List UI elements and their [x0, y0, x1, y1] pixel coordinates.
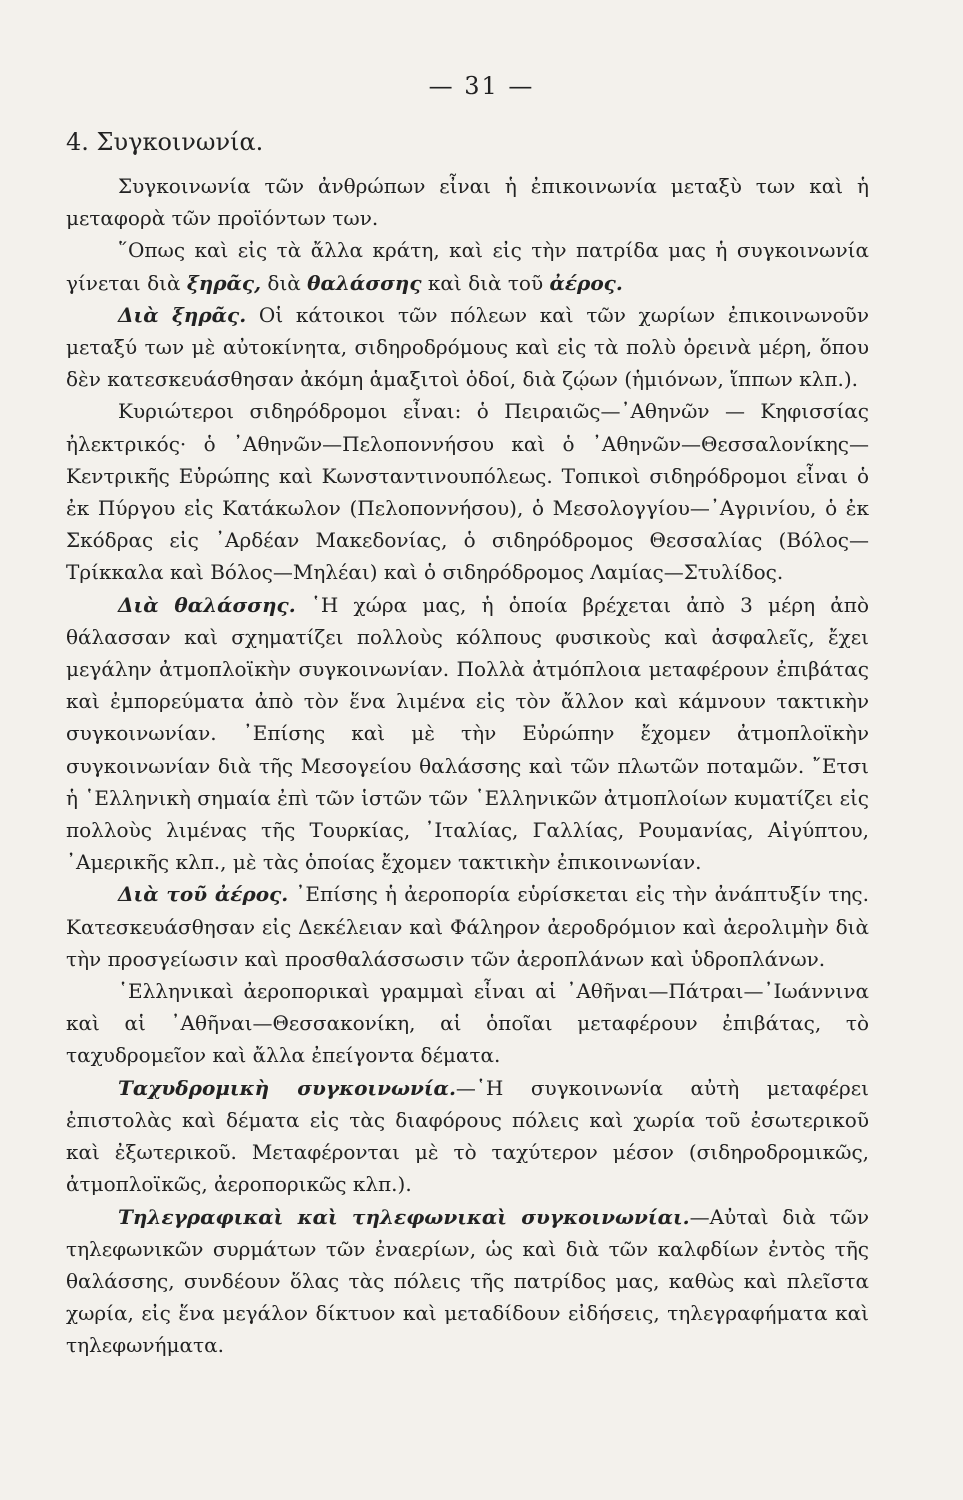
section-heading: [66, 128, 263, 156]
paragraph-lead: Ταχυδρομικὴ συγκοινωνία.: [118, 1075, 456, 1100]
text-segment: Οἱ κάτοικοι τῶν πόλεων καὶ τῶν χωρίων ἐπικοινωνοῦν μεταξύ των μὲ αὐτοκίνητα, σιδηροδρόμους καὶ εἰς τὰ πολὺ ὀρεινὰ μέρη, ὅπου δὲν κατεσκευάσθησαν ἀκόμη ἁμαξιτοὶ ὁδοί, διὰ ζῴων (ἡμιόνων, ἵππων κλπ.).: [66, 302, 869, 392]
text-segment: ῞Οπως καὶ εἰς τὰ ἄλλα κράτη, καὶ εἰς τὴν πατρίδα μας ἡ συγκοινωνία γίνεται διὰ: [66, 238, 869, 295]
text-segment: —Αὐταὶ διὰ τῶν τηλεφωνικῶν συρμάτων τῶν ἐναερίων, ὡς καὶ διὰ τῶν καλφδίων ἐντὸς τῆς θαλάσσης, συνδέουν ὅλας τὰς πόλεις τῆς πατρίδος μας, καθὼς καὶ πλεῖστα χωρία, εἰς ἕνα μεγάλον δίκτυον καὶ μεταδίδουν εἰδήσεις, τηλεγραφήματα καὶ τηλεφωνήματα.: [66, 1204, 869, 1358]
section-number: 4.: [66, 128, 89, 156]
paragraph: [66, 170, 869, 234]
text-segment: διὰ: [261, 270, 308, 295]
paragraph-lead: Διὰ ξηρᾶς.: [118, 302, 247, 327]
text-segment: —῾Η συγκοινωνία αὐτὴ μεταφέρει ἐπιστολὰς καὶ δέματα εἰς τὰς διαφόρους πόλεις καὶ χωρία τοῦ ἐσωτερικοῦ καὶ ἐξωτερικοῦ. Μεταφέρονται μὲ τὸ ταχύτερον μέσον (σιδηροδρομικῶς, ἀτμοπλοϊκῶς, ἀεροπορικῶς κλπ.).: [66, 1075, 869, 1197]
paragraph: [66, 234, 869, 298]
paragraph: [66, 395, 869, 588]
paragraph-lead: Διὰ τοῦ ἀέρος.: [118, 882, 289, 907]
paragraph: [66, 1072, 869, 1201]
paragraph: [66, 589, 869, 879]
paragraph-lead: Διὰ θαλάσσης.: [118, 592, 296, 617]
paragraph: [66, 299, 869, 396]
emphasis-text: θαλάσσης: [307, 270, 422, 295]
text-segment: ῾Η χώρα μας, ἡ ὁποία βρέχεται ἀπὸ 3 μέρη ἀπὸ θάλασσαν καὶ σχηματίζει πολλοὺς κόλπους φυσικοὺς καὶ ἀσφαλεῖς, ἔχει μεγάλην ἀτμοπλοϊκὴν συγκοινωνίαν. Πολλὰ ἀτμόπλοια μεταφέρουν ἐπιβάτας καὶ ἐμπορεύματα ἀπὸ τὸν ἕνα λιμένα εἰς τὸν ἄλλον καὶ κάμνουν τακτικὴν συγκοινωνίαν. ᾿Επίσης καὶ μὲ τὴν Εὐρώπην ἔχομεν ἀτμοπλοϊκὴν συγκοινωνίαν διὰ τῆς Μεσογείου θαλάσσης καὶ τῶν πλωτῶν ποταμῶν. ῎Ετσι ἡ ῾Ελληνικὴ σημαία ἐπὶ τῶν ἱστῶν τῶν ῾Ελληνικῶν ἀτμοπλοίων κυματίζει εἰς πολλοὺς λιμένας τῆς Τουρκίας, ᾿Ιταλίας, Γαλλίας, Ρουμανίας, Αἰγύπτου, ᾿Αμερικῆς κλπ., μὲ τὰς ὁποίας ἔχομεν τακτικὴν ἐπικοινωνίαν.: [66, 592, 869, 875]
section-title: Συγκοινωνία.: [96, 128, 264, 156]
text-segment: Κυριώτεροι σιδηρόδρομοι εἶναι: ὁ Πειραιῶς—᾿Αθηνῶν — Κηφισσίας ἠλεκτρικός· ὁ ᾿Αθηνῶν—Πελοποννήσου καὶ ὁ ᾿Αθηνῶν—Θεσσαλονίκης—Κεντρικῆς Εὐρώπης καὶ Κωνσταντινουπόλεως. Τοπικοὶ σιδηρόδρομοι εἶναι ὁ ἐκ Πύργου εἰς Κατάκωλον (Πελοποννήσου), ὁ Μεσολογγίου—᾿Αγρινίου, ὁ ἐκ Σκόδρας εἰς ᾿Αρδέαν Μακεδονίας, ὁ σιδηρόδρομος Θεσσαλίας (Βόλος—Τρίκκαλα καὶ Βόλος—Μηλέαι) καὶ ὁ σιδηρόδρομος Λαμίας—Στυλίδος.: [66, 399, 869, 585]
emphasis-text: ξηρᾶς,: [186, 270, 262, 295]
paragraph-lead: Τηλεγραφικαὶ καὶ τηλεφωνικαὶ συγκοινωνίαι.: [118, 1204, 690, 1229]
text-segment: ῾Ελληνικαὶ ἀεροπορικαὶ γραμμαὶ εἶναι αἱ ᾿Αθῆναι—Πάτραι—᾿Ιωάννινα καὶ αἱ ᾿Αθῆναι—Θεσσακονίκη, αἱ ὁποῖαι μεταφέρουν ἐπιβάτας, τὸ ταχυδρομεῖον καὶ ἄλλα ἐπείγοντα δέματα.: [66, 979, 869, 1068]
body-text: [66, 170, 869, 1362]
text-segment: Συγκοινωνία τῶν ἀνθρώπων εἶναι ἡ ἐπικοινωνία μεταξὺ των καὶ ἡ μεταφορὰ τῶν προϊόντων των.: [66, 174, 869, 231]
text-segment: καὶ διὰ τοῦ: [421, 270, 550, 295]
paragraph: [66, 975, 869, 1072]
page-number: — 31 —: [428, 72, 535, 100]
emphasis-text: ἀέρος.: [549, 270, 623, 295]
paragraph: [66, 878, 869, 975]
text-segment: ᾿Επίσης ἡ ἀεροπορία εὑρίσκεται εἰς τὴν ἀνάπτυξίν της. Κατεσκευάσθησαν εἰς Δεκέλειαν καὶ Φάληρον ἀεροδρόμιον καὶ ἀερολιμὴν διὰ τὴν προσγείωσιν καὶ προσθαλάσσωσιν τῶν ἀεροπλάνων καὶ ὑδροπλάνων.: [66, 882, 869, 971]
paragraph: [66, 1201, 869, 1362]
